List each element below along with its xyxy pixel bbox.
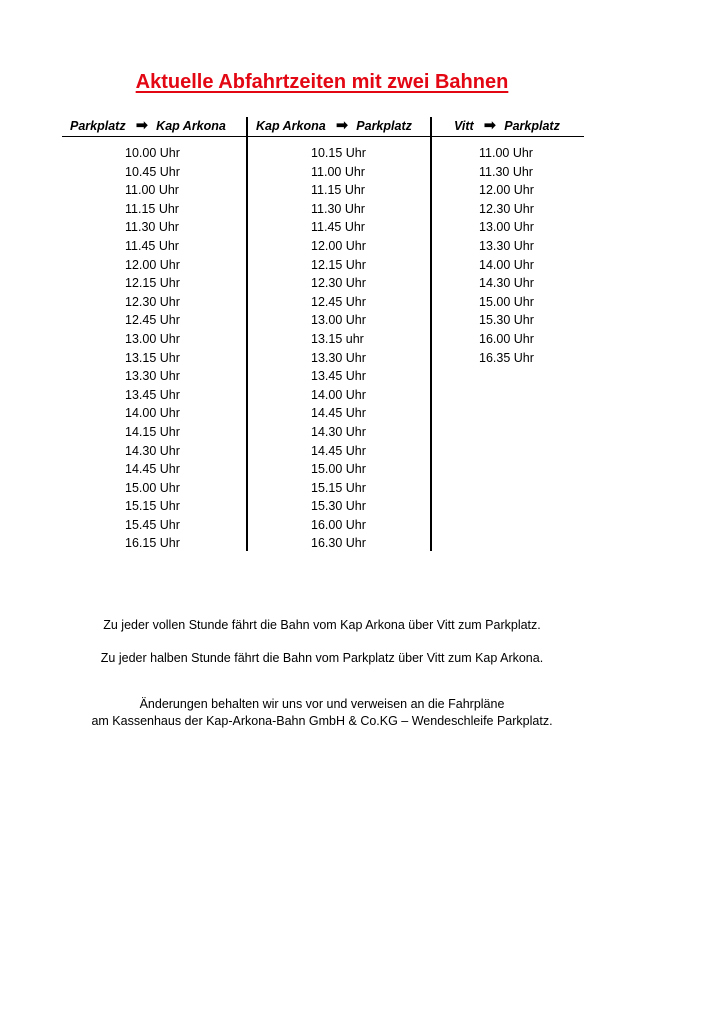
departure-time: 15.30 Uhr	[479, 313, 534, 328]
departure-time: 16.00 Uhr	[311, 517, 366, 532]
header-from: Kap Arkona	[256, 119, 326, 133]
timetable-header	[62, 118, 584, 137]
column-divider	[430, 117, 432, 551]
right-arrow-icon: ➡	[135, 117, 149, 134]
right-arrow-icon: ➡	[483, 117, 497, 134]
right-arrow-icon: ➡	[335, 117, 349, 134]
header-parkplatz-to-kap-arkona	[70, 119, 226, 133]
departure-time: 12.45 Uhr	[125, 313, 180, 328]
departure-time: 12.00 Uhr	[479, 183, 534, 198]
departure-time: 12.15 Uhr	[125, 276, 180, 291]
note-changes-line2: am Kassenhaus der Kap-Arkona-Bahn GmbH & Co.KG – Wendeschleife Parkplatz.	[91, 714, 553, 728]
departure-time: 13.15 Uhr	[125, 350, 180, 365]
departure-time: 13.45 Uhr	[311, 369, 366, 384]
departure-time: 13.30 Uhr	[125, 369, 180, 384]
departure-time: 16.00 Uhr	[479, 331, 534, 346]
times-vitt-to-parkplatz	[479, 144, 534, 367]
times-parkplatz-to-kap-arkona	[125, 144, 180, 553]
departure-time: 15.00 Uhr	[479, 294, 534, 309]
departure-time: 13.15 uhr	[311, 331, 364, 346]
departure-time: 14.45 Uhr	[311, 406, 366, 421]
departure-time: 12.30 Uhr	[479, 201, 534, 216]
departure-time: 12.30 Uhr	[125, 294, 180, 309]
departure-time: 12.00 Uhr	[125, 257, 180, 272]
departure-time: 13.00 Uhr	[479, 220, 534, 235]
departure-time: 11.15 Uhr	[311, 183, 365, 198]
note-changes-line1: Änderungen behalten wir uns vor und verweisen an die Fahrpläne	[139, 697, 505, 711]
departure-time: 15.15 Uhr	[125, 499, 180, 514]
departure-time: 15.00 Uhr	[311, 462, 366, 477]
header-to: Parkplatz	[504, 119, 560, 133]
departure-time: 16.35 Uhr	[479, 350, 534, 365]
note-full-hour: Zu jeder vollen Stunde fährt die Bahn vom Kap Arkona über Vitt zum Parkplatz.	[103, 618, 541, 632]
departure-time: 12.45 Uhr	[311, 294, 366, 309]
departure-time: 11.30 Uhr	[125, 220, 179, 235]
departure-time: 11.45 Uhr	[125, 238, 179, 253]
departure-time: 16.30 Uhr	[311, 536, 366, 551]
departure-time: 16.15 Uhr	[125, 536, 180, 551]
departure-time: 12.15 Uhr	[311, 257, 366, 272]
departure-time: 11.30 Uhr	[479, 164, 533, 179]
departure-time: 13.45 Uhr	[125, 387, 180, 402]
departure-time: 10.15 Uhr	[311, 146, 366, 160]
header-kap-arkona-to-parkplatz	[256, 119, 412, 133]
departure-time: 13.30 Uhr	[311, 350, 366, 365]
departure-time: 14.00 Uhr	[311, 387, 366, 402]
departure-time: 14.30 Uhr	[311, 424, 366, 439]
page-title: Aktuelle Abfahrtzeiten mit zwei Bahnen	[135, 71, 509, 93]
departure-time: 11.00 Uhr	[311, 164, 365, 179]
departure-time: 14.00 Uhr	[479, 257, 534, 272]
header-to: Kap Arkona	[156, 119, 226, 133]
header-to: Parkplatz	[356, 119, 412, 133]
departure-time: 10.45 Uhr	[125, 164, 180, 179]
departure-time: 11.30 Uhr	[311, 201, 365, 216]
departure-time: 14.30 Uhr	[125, 443, 180, 458]
departure-time: 11.00 Uhr	[479, 146, 533, 160]
departure-time: 15.45 Uhr	[125, 517, 180, 532]
departure-time: 15.30 Uhr	[311, 499, 366, 514]
departure-time: 12.30 Uhr	[311, 276, 366, 291]
departure-time: 10.00 Uhr	[125, 146, 180, 160]
header-vitt-to-parkplatz	[454, 119, 560, 133]
departure-time: 13.00 Uhr	[125, 331, 180, 346]
departure-time: 14.00 Uhr	[125, 406, 180, 421]
departure-time: 14.45 Uhr	[125, 462, 180, 477]
departure-time: 14.15 Uhr	[125, 424, 180, 439]
header-from: Vitt	[454, 119, 474, 133]
column-divider	[246, 117, 248, 551]
departure-time: 14.30 Uhr	[479, 276, 534, 291]
departure-time: 11.15 Uhr	[125, 201, 179, 216]
departure-time: 11.00 Uhr	[125, 183, 179, 198]
departure-time: 12.00 Uhr	[311, 238, 366, 253]
departure-time: 13.30 Uhr	[479, 238, 534, 253]
departure-time: 15.00 Uhr	[125, 480, 180, 495]
departure-time: 14.45 Uhr	[311, 443, 366, 458]
departure-time: 15.15 Uhr	[311, 480, 366, 495]
departure-time: 11.45 Uhr	[311, 220, 365, 235]
header-from: Parkplatz	[70, 119, 126, 133]
times-kap-arkona-to-parkplatz	[311, 144, 366, 553]
note-half-hour: Zu jeder halben Stunde fährt die Bahn vom Parkplatz über Vitt zum Kap Arkona.	[100, 651, 544, 665]
departure-time: 13.00 Uhr	[311, 313, 366, 328]
